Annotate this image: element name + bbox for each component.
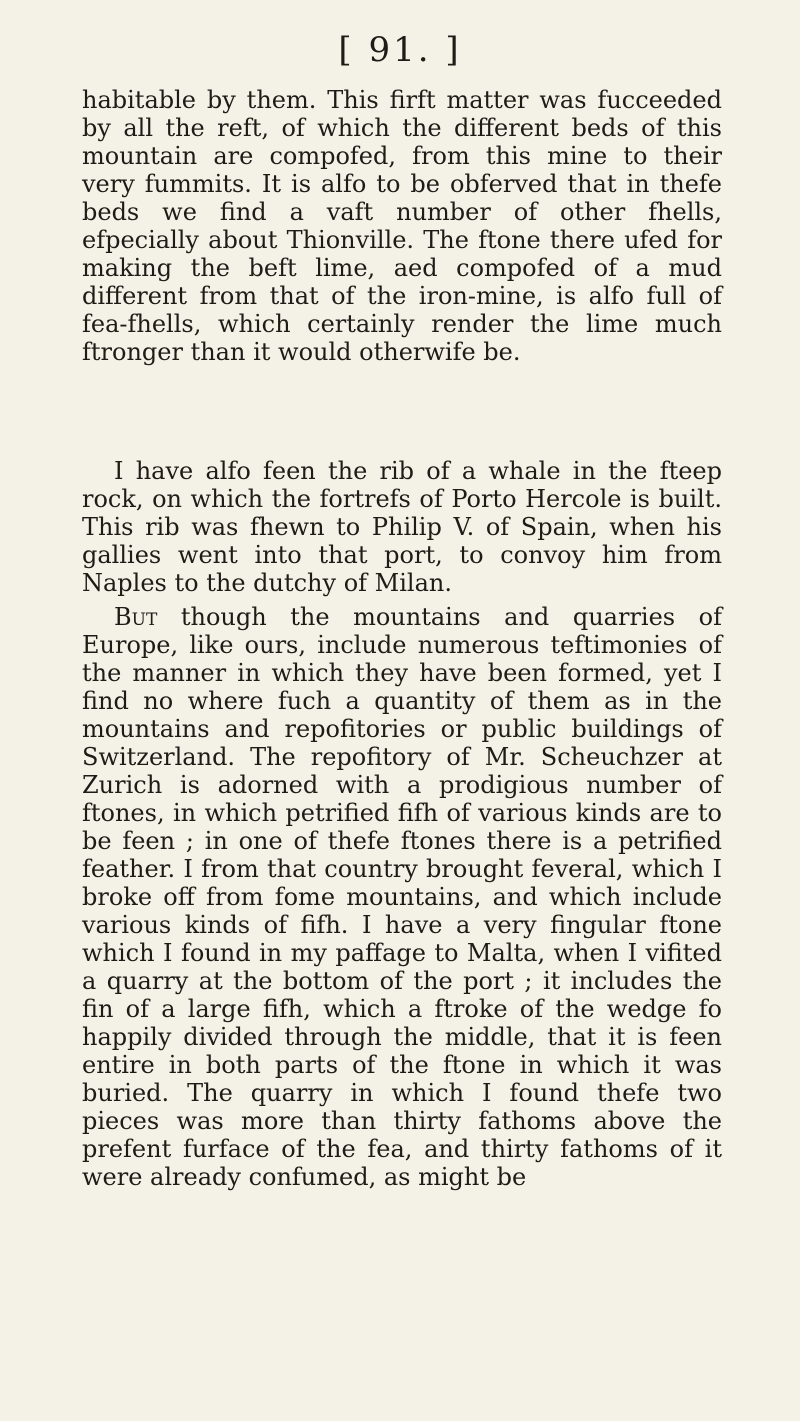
paragraph-3-text: though the mountains and quarries of Europe, like ours, include numerous teftimonies of the manner in which they have been formed, yet I find no where fuch a quantity of them as in the mountains and repofitories or public buildings of Switzerland. The repofitory of Mr. Scheuchzer at Zurich is adorned with a prodigious number of ftones, in which petrified fifh of various kinds are to be feen ; in one of thefe ftones there is a petrified feather. I from that country brought feveral, which I broke off from fome mountains, and which include various kinds of fifh. I have a very fingular ftone which I found in my paffage to Malta, when I vifited a quarry at the bottom of the port ; it includes the fin of a large fifh, which a ftroke of the wedge fo happily divided through the middle, that it is feen entire in both parts of the ftone in which it was buried. The quarry in which I found thefe two pieces was more than thirty fathoms above the prefent furface of the fea, and thirty fathoms of it were already confumed, as might be — [82, 603, 722, 1191]
paragraph-block-2 — [82, 457, 722, 597]
paragraph-2: I have alfo feen the rib of a whale in the fteep rock, on which the fortrefs of Porto Hercole is built. This rib was fhewn to Philip V. of Spain, when his gallies went into that port, to convoy him from Naples to the dutchy of Milan. — [82, 457, 722, 597]
paragraph-block-3 — [82, 603, 722, 1191]
page-number-header: [ 91. ] — [338, 30, 462, 70]
paragraph-3-leading-word: But — [114, 603, 158, 631]
paragraph-1: habitable by them. This firft matter was fucceeded by all the reft, of which the different beds of this mountain are compofed, from this mine to their very fummits. It is alfo to be obferved that in thefe beds we find a vaft number of other fhells, efpecially about Thionville. The ftone there ufed for making the beft lime, aed compofed of a mud different from that of the iron-mine, is alfo full of fea-fhells, which certainly render the lime much ftronger than it would otherwife be. — [82, 86, 722, 366]
paragraph-3 — [82, 603, 722, 1191]
paragraph-block-1 — [82, 86, 722, 366]
